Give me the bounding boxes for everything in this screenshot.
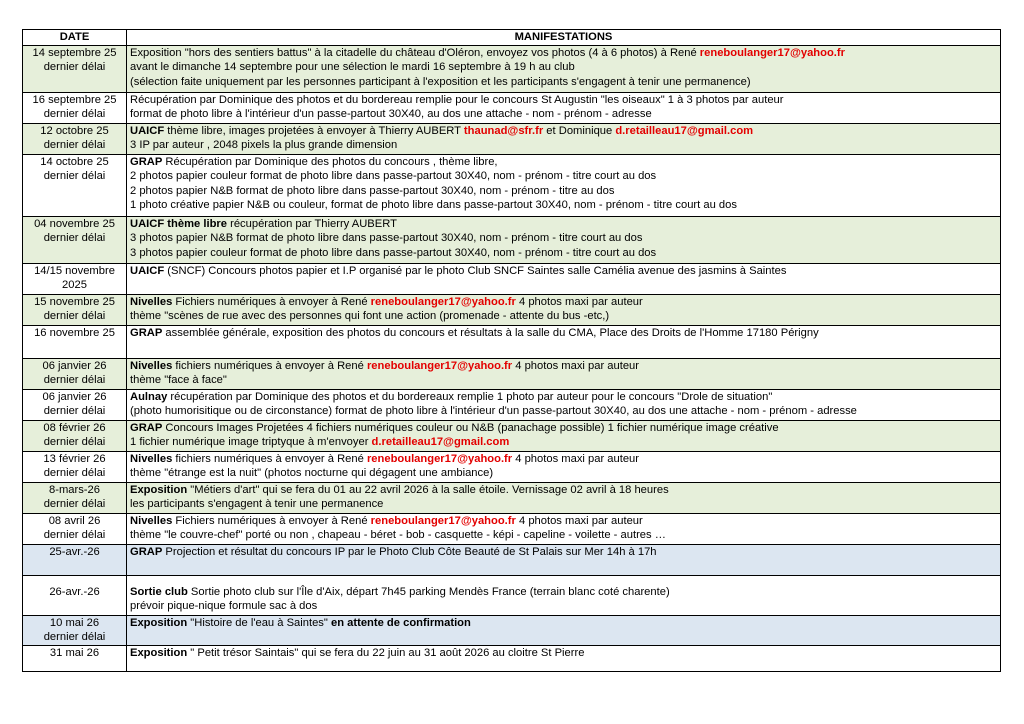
text: 3 photos papier N&B format de photo libre dans passe-partout 30X40, nom - prénom - titre court au dos <box>130 232 643 245</box>
text: récupération par Thierry AUBERT <box>226 218 397 230</box>
date-line: dernier délai <box>43 139 106 152</box>
date-line: 2025 <box>62 279 87 292</box>
date-line: dernier délai <box>43 61 106 74</box>
table-row <box>23 390 1001 421</box>
text: Fichiers numériques à envoyer à René <box>172 296 371 308</box>
text: Exposition "hors des sentiers battus" à la citadelle du château d'Oléron, envoyez vos photos (4 à 6 photos) à René <box>130 47 700 59</box>
organizer-label: Nivelles <box>130 360 173 372</box>
manifestation-cell <box>127 452 1001 483</box>
line <box>130 217 997 231</box>
email-link[interactable]: reneboulanger17@yahoo.fr <box>370 296 516 308</box>
date-cell <box>23 421 127 452</box>
line <box>130 585 997 599</box>
manifestation-cell <box>127 124 1001 155</box>
text: 3 photos papier couleur format de photo libre dans passe-partout 30X40, nom - prénom - titre court au dos <box>130 246 657 259</box>
text: Concours Images Projetées 4 fichiers numériques couleur ou N&B (panachage possible) 1 fichier numérique image créative <box>162 422 779 434</box>
organizer-label: UAICF thème libre <box>130 218 227 230</box>
text: avant le dimanche 14 septembre pour une sélection le mardi 16 septembre à 19 h au club <box>130 61 575 74</box>
line <box>130 309 997 323</box>
table-row <box>23 295 1001 326</box>
text: fichiers numériques à envoyer à René <box>172 453 367 465</box>
manifestation-cell <box>127 616 1001 646</box>
date-line: 8-mars-26 <box>49 484 100 496</box>
text: 4 photos maxi par auteur <box>515 515 643 527</box>
date-cell <box>23 645 127 671</box>
organizer-label: Sortie club <box>130 586 188 598</box>
date-line: 04 novembre 25 <box>34 218 115 230</box>
line <box>130 514 997 528</box>
organizer-label: GRAP <box>130 546 163 558</box>
table-row <box>23 93 1001 124</box>
date-line: 16 septembre 25 <box>32 94 117 106</box>
text: récupération par Dominique des photos et du bordereaux remplie 1 photo par auteur pour le concours "Drole de situation" <box>167 391 773 403</box>
text: "Métiers d'art" qui se fera du 01 au 22 avril 2026 à la salle étoile. Vernissage 02 avril à 18 heures <box>187 484 669 496</box>
manifestation-cell <box>127 576 1001 616</box>
date-line: dernier délai <box>43 529 106 542</box>
line <box>130 359 997 373</box>
date-line: dernier délai <box>43 232 106 245</box>
text: 2 photos papier N&B format de photo libre dans passe-partout 30X40, nom - prénom - titre au dos <box>130 184 615 197</box>
date-line: dernier délai <box>43 310 106 323</box>
email-link[interactable]: reneboulanger17@yahoo.fr <box>366 453 513 465</box>
date-line: 31 mai 26 <box>49 646 100 659</box>
date-cell <box>23 264 127 295</box>
date-cell <box>23 295 127 326</box>
text: 2 photos papier couleur format de photo libre dans passe-partout 30X40, nom - prénom - titre court au dos <box>130 170 657 183</box>
text: format de photo libre à l'intérieur d'un passe-partout 30X40, au dos une attache - nom - prénom - adresse <box>130 108 652 121</box>
date-cell <box>23 452 127 483</box>
date-line: 16 novembre 25 <box>34 327 115 339</box>
line <box>130 184 997 198</box>
manifestation-cell <box>127 217 1001 264</box>
table-row <box>23 483 1001 514</box>
email-link[interactable]: d.retailleau17@gmail.com <box>371 436 510 449</box>
schedule-table <box>22 29 1001 672</box>
organizer-label: GRAP <box>130 327 163 339</box>
date-line: 12 octobre 25 <box>40 125 109 137</box>
text: thème "scènes de rue avec des personnes qui font une action (promenade - attente du bus -etc,) <box>130 310 610 323</box>
organizer-label: Exposition <box>130 617 188 629</box>
date-line: dernier délai <box>43 631 106 644</box>
text: thème libre, images projetées à envoyer à Thierry AUBERT <box>164 125 464 137</box>
date-line: 14 octobre 25 <box>40 156 109 168</box>
line <box>130 497 997 511</box>
manifestation-cell <box>127 295 1001 326</box>
text: 4 photos maxi par auteur <box>515 296 643 308</box>
date-line: 14 septembre 25 <box>32 47 117 59</box>
organizer-label: Aulnay <box>130 391 168 403</box>
email-link[interactable]: reneboulanger17@yahoo.fr <box>699 47 845 59</box>
date-cell <box>23 514 127 545</box>
manifestation-cell <box>127 514 1001 545</box>
date-cell <box>23 390 127 421</box>
line <box>130 390 997 404</box>
line <box>130 124 997 138</box>
text: et Dominique <box>543 125 616 137</box>
line <box>130 60 997 74</box>
table-row <box>23 326 1001 359</box>
text: (sélection faite uniquement par les personnes participant à l'exposition et les participants s'engagent à tenir une permanence) <box>130 75 751 88</box>
date-cell <box>23 545 127 576</box>
organizer-label: Nivelles <box>130 453 173 465</box>
date-line: 15 novembre 25 <box>34 296 115 308</box>
date-line: 08 février 26 <box>43 422 106 434</box>
line <box>130 483 997 497</box>
text: "Histoire de l'eau à Saintes" <box>187 617 331 629</box>
line <box>130 435 997 449</box>
line <box>130 421 997 435</box>
line <box>130 326 997 340</box>
email-link[interactable]: reneboulanger17@yahoo.fr <box>366 360 513 372</box>
line <box>130 46 997 60</box>
table-row <box>23 514 1001 545</box>
date-line: 06 janvier 26 <box>42 391 107 403</box>
text: (photo humorisitique ou de circonstance) format de photo libre à l'intérieur d'un passe-partout 30X40, au dos une attache - nom - prénom - adresse <box>130 405 857 418</box>
manifestation-cell <box>127 421 1001 452</box>
manifestation-cell <box>127 645 1001 671</box>
date-line: 10 mai 26 <box>49 617 100 629</box>
email-link[interactable]: thaunad@sfr.fr <box>463 125 544 137</box>
date-line: dernier délai <box>43 436 106 449</box>
text: 4 photos maxi par auteur <box>512 360 640 372</box>
line <box>130 75 997 89</box>
text: " Petit trésor Saintais" qui se fera du 22 juin au 31 août 2026 au cloitre St Pierre <box>187 646 585 659</box>
date-line: 06 janvier 26 <box>42 360 107 372</box>
organizer-label: Nivelles <box>130 296 173 308</box>
date-line: 26-avr.-26 <box>49 586 100 598</box>
text: thème "face à face" <box>130 374 227 387</box>
line <box>130 246 997 260</box>
date-cell <box>23 217 127 264</box>
date-line: dernier délai <box>43 108 106 121</box>
date-cell <box>23 326 127 359</box>
text: 3 IP par auteur , 2048 pixels la plus grande dimension <box>130 139 398 152</box>
line <box>130 373 997 387</box>
date-cell <box>23 46 127 93</box>
table-row <box>23 545 1001 576</box>
date-line: dernier délai <box>43 467 106 480</box>
text: assemblée générale, exposition des photos du concours et résultats à la salle du CMA, Place des Droits de l'Homme 17180 Périgny <box>162 327 819 339</box>
line <box>130 599 997 613</box>
organizer-label: GRAP <box>130 422 163 434</box>
line <box>130 198 997 212</box>
date-line: 08 avril 26 <box>48 515 101 527</box>
text: thème "étrange est la nuit" (photos nocturne qui dégagent une ambiance) <box>130 467 494 480</box>
schedule-body <box>23 46 1001 672</box>
table-row <box>23 452 1001 483</box>
text: 1 photo créative papier N&B ou couleur, format de photo libre dans passe-partout 30X40, nom - prénom - titre court au dos <box>130 198 737 211</box>
manifestations-column-header: MANIFESTATIONS <box>127 30 1001 46</box>
header-row <box>23 30 1001 46</box>
table-row <box>23 264 1001 295</box>
line <box>130 466 997 480</box>
line <box>130 295 997 309</box>
organizer-label: UAICF <box>130 265 165 277</box>
line <box>130 404 997 418</box>
text: Récupération par Dominique des photos et du bordereau remplie pour le concours St Augustin "les oiseaux" 1 à 3 photos par auteur <box>130 94 784 106</box>
manifestation-cell <box>127 483 1001 514</box>
line <box>130 452 997 466</box>
date-column-header: DATE <box>23 30 127 46</box>
text: (SNCF) Concours photos papier et I.P organisé par le photo Club SNCF Saintes salle Camélia avenue des jasmins à Saintes <box>164 265 787 277</box>
line <box>130 155 997 169</box>
manifestation-cell <box>127 155 1001 217</box>
text: 1 fichier numérique image triptyque à m'envoyer <box>130 436 372 449</box>
table-row <box>23 46 1001 93</box>
text: prévoir pique-nique formule sac à dos <box>130 600 318 613</box>
organizer-label: Exposition <box>130 646 188 659</box>
date-cell <box>23 155 127 217</box>
line <box>130 264 997 278</box>
line <box>130 169 997 183</box>
date-cell <box>23 576 127 616</box>
organizer-label: Exposition <box>130 484 188 496</box>
line <box>130 231 997 245</box>
table-row <box>23 421 1001 452</box>
text: les participants s'engagent à tenir une permanence <box>130 498 384 511</box>
date-cell <box>23 124 127 155</box>
text: fichiers numériques à envoyer à René <box>172 360 367 372</box>
table-row <box>23 359 1001 390</box>
text: thème "le couvre-chef" porté ou non , chapeau - béret - bob - casquette - képi - capeline - voilette - autres … <box>130 529 666 542</box>
table-row <box>23 645 1001 671</box>
text: Sortie photo club sur l'Île d'Aix, départ 7h45 parking Mendès France (terrain blanc coté charente) <box>187 586 670 598</box>
text: Fichiers numériques à envoyer à René <box>172 515 371 527</box>
table-row <box>23 155 1001 217</box>
line <box>130 107 997 121</box>
line <box>130 138 997 152</box>
line <box>130 93 997 107</box>
date-line: 13 février 26 <box>43 453 106 465</box>
email-link[interactable]: d.retailleau17@gmail.com <box>615 125 754 137</box>
text: Récupération par Dominique des photos du concours , thème libre, <box>162 156 498 168</box>
line <box>130 545 997 559</box>
manifestation-cell <box>127 326 1001 359</box>
text: 4 photos maxi par auteur <box>512 453 640 465</box>
manifestation-cell <box>127 264 1001 295</box>
table-row <box>23 616 1001 646</box>
text: Projection et résultat du concours IP par le Photo Club Côte Beauté de St Palais sur Mer 14h à 17h <box>162 546 657 558</box>
date-line: dernier délai <box>43 170 106 183</box>
manifestation-cell <box>127 46 1001 93</box>
email-link[interactable]: reneboulanger17@yahoo.fr <box>370 515 516 527</box>
date-cell <box>23 93 127 124</box>
table-row <box>23 217 1001 264</box>
manifestation-cell <box>127 390 1001 421</box>
date-line: dernier délai <box>43 405 106 418</box>
organizer-label: Nivelles <box>130 515 173 527</box>
organizer-label: UAICF <box>130 125 165 137</box>
manifestation-cell <box>127 359 1001 390</box>
manifestation-cell <box>127 93 1001 124</box>
line <box>130 646 997 660</box>
line <box>130 528 997 542</box>
date-line: 14/15 novembre <box>34 265 115 277</box>
line <box>130 616 997 630</box>
table-row <box>23 576 1001 616</box>
date-line: 25-avr.-26 <box>49 546 100 558</box>
manifestation-cell <box>127 545 1001 576</box>
table-row <box>23 124 1001 155</box>
date-line: dernier délai <box>43 374 106 387</box>
date-cell <box>23 616 127 646</box>
date-cell <box>23 483 127 514</box>
status-label: en attente de confirmation <box>330 617 471 629</box>
date-line: dernier délai <box>43 498 106 511</box>
organizer-label: GRAP <box>130 156 163 168</box>
date-cell <box>23 359 127 390</box>
